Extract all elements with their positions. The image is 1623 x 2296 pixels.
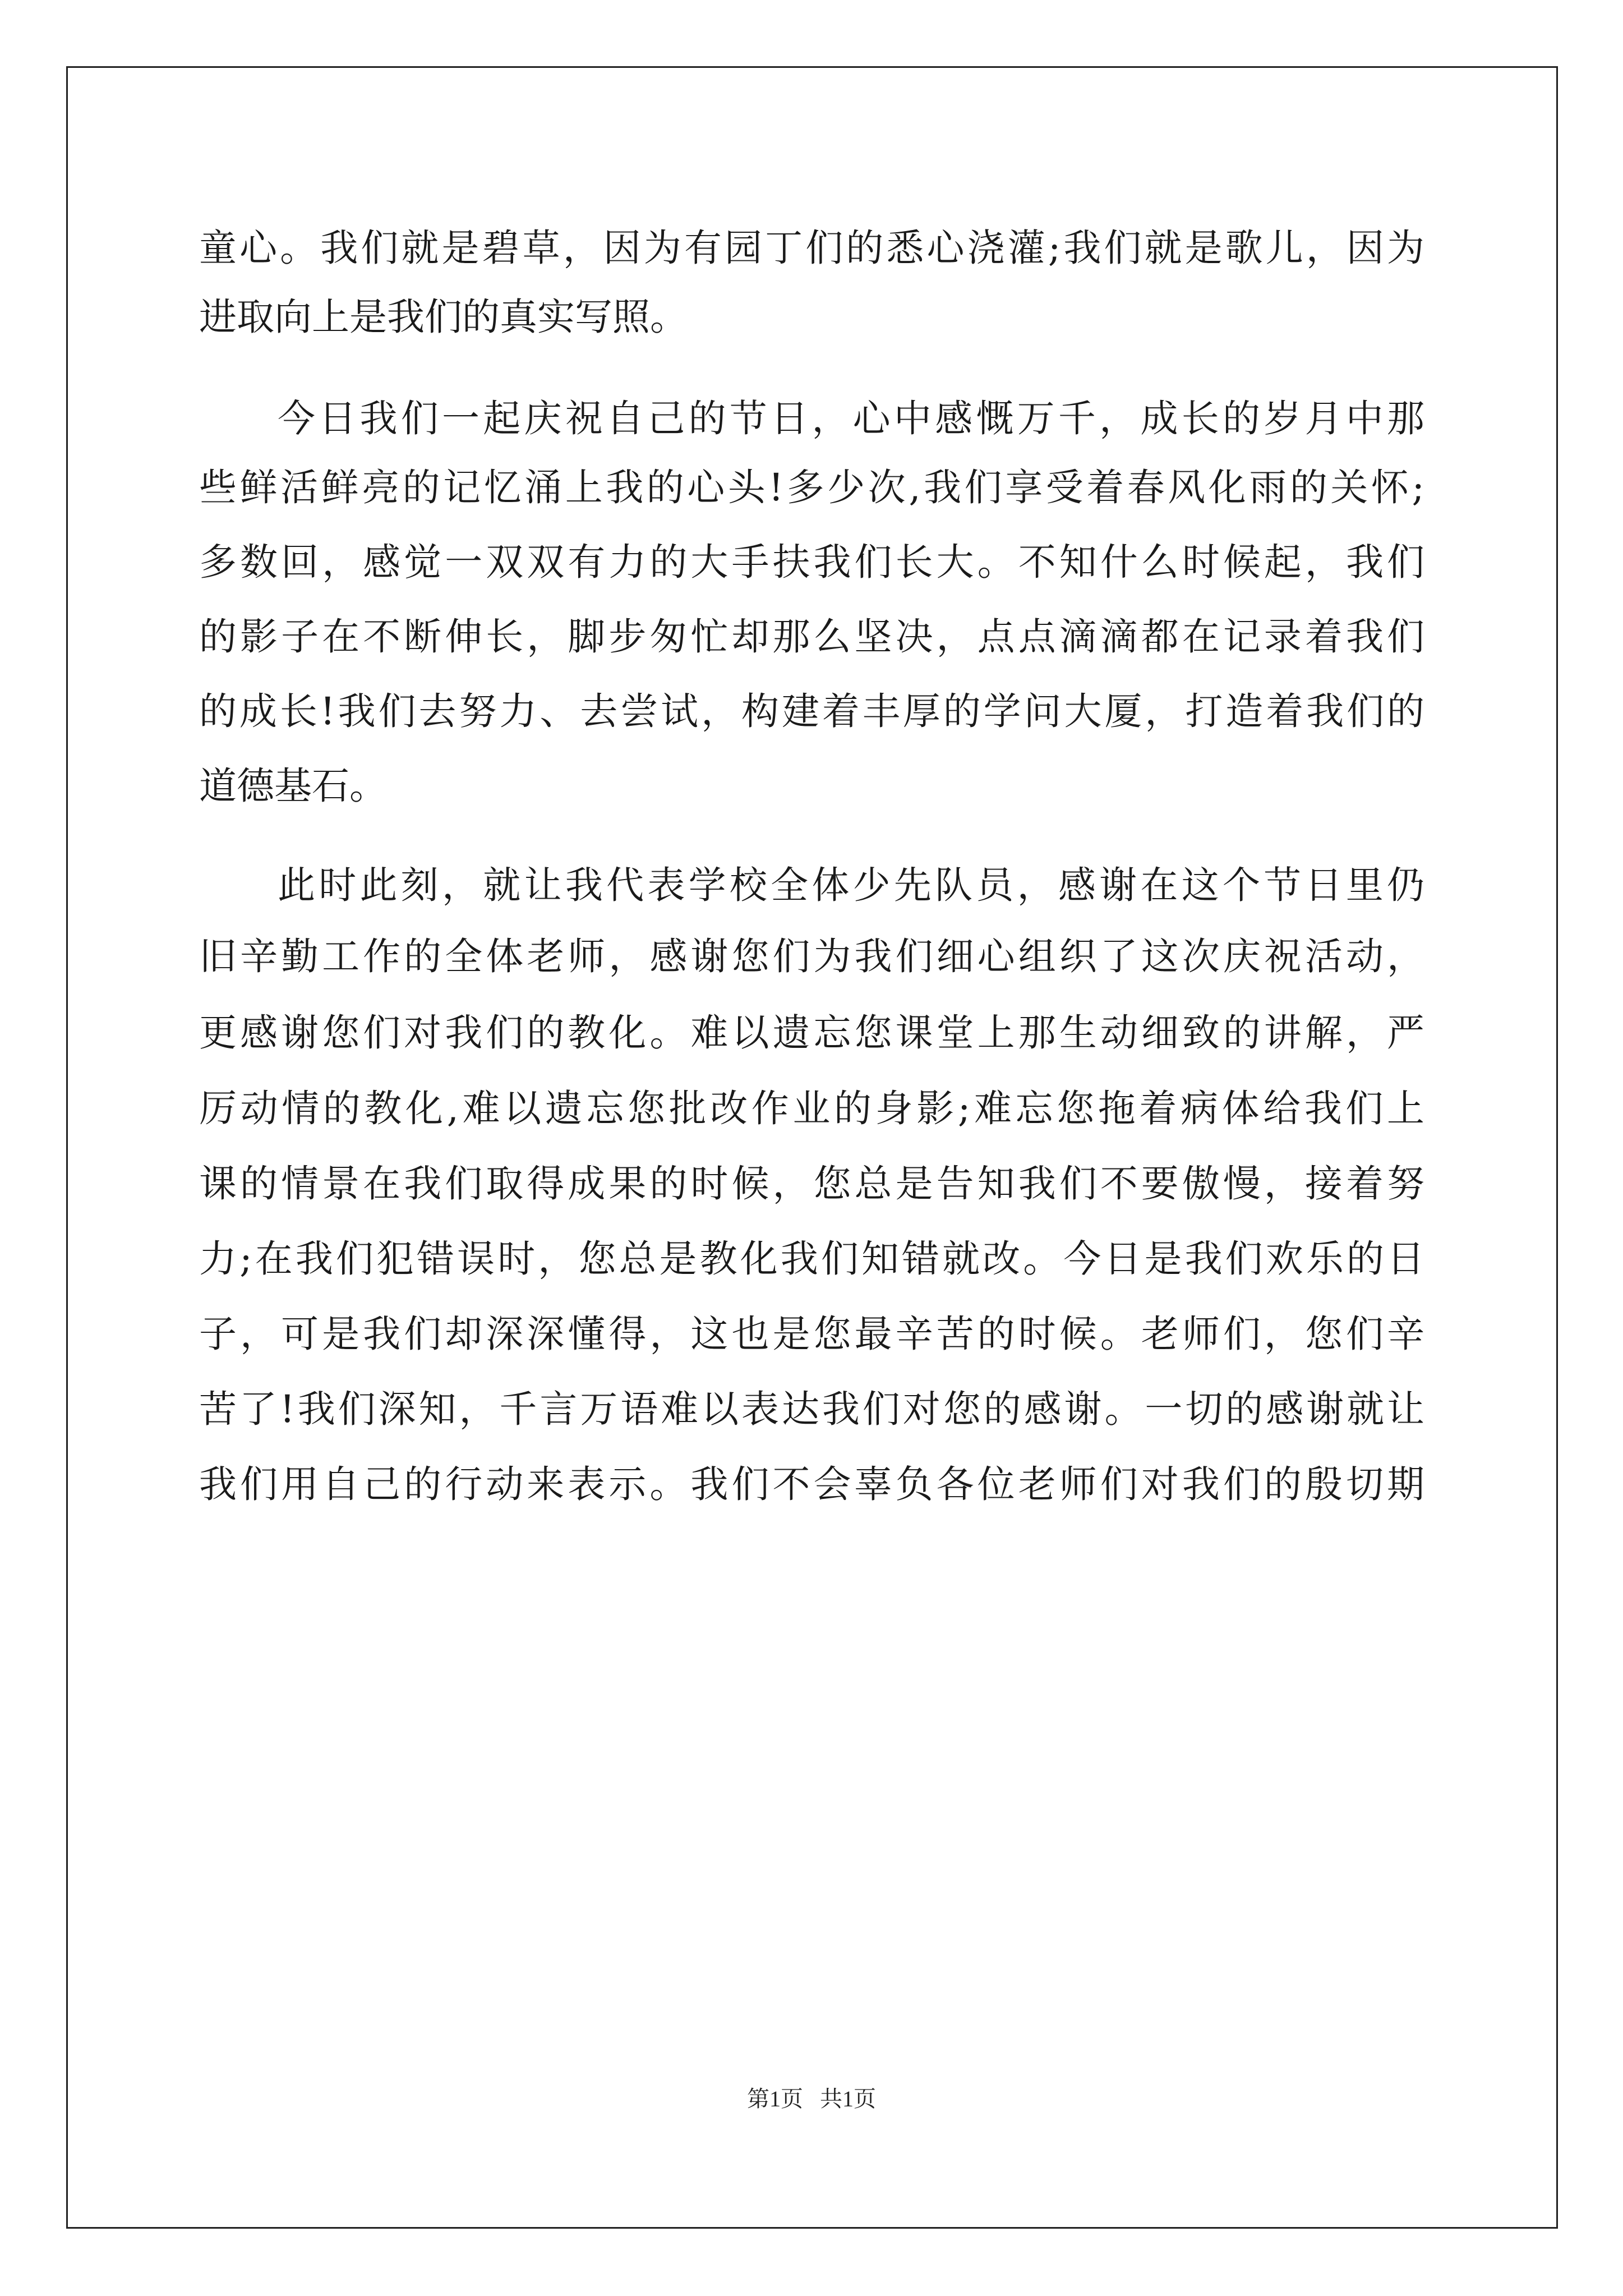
text-line: 多数回，感觉一双双有力的大手扶我们长大。不知什么时候起，我们	[199, 540, 1424, 584]
text-line: 课的情景在我们取得成果的时候，您总是告知我们不要傲慢，接着努	[199, 1162, 1424, 1205]
total-pages: 共1页	[820, 2086, 876, 2111]
text-line: 此时此刻，就让我代表学校全体少先队员，感谢在这个节日里仍	[278, 863, 1424, 907]
page-number: 第1页	[747, 2086, 803, 2111]
text-line: 道德基石。	[199, 764, 387, 808]
text-line: 子，可是我们却深深懂得，这也是您最辛苦的时候。老师们，您们辛	[199, 1312, 1424, 1356]
text-line: 更感谢您们对我们的教化。难以遗忘您课堂上那生动细致的讲解，严	[199, 1011, 1424, 1055]
text-line: 进取向上是我们的真实写照。	[199, 295, 688, 339]
page-footer	[0, 2082, 1623, 2116]
text-line: 些鲜活鲜亮的记忆涌上我的心头!多少次,我们享受着春风化雨的关怀;	[199, 466, 1424, 509]
text-line: 的成长!我们去努力、去尝试，构建着丰厚的学问大厦，打造着我们的	[199, 689, 1424, 733]
text-line: 童心。我们就是碧草，因为有园丁们的悉心浇灌;我们就是歌儿，因为	[199, 226, 1424, 270]
text-line: 旧辛勤工作的全体老师，感谢您们为我们细心组织了这次庆祝活动，	[199, 935, 1424, 978]
text-line: 苦了!我们深知，千言万语难以表达我们对您的感谢。一切的感谢就让	[199, 1387, 1424, 1431]
text-line: 的影子在不断伸长，脚步匆忙却那么坚决，点点滴滴都在记录着我们	[199, 615, 1424, 659]
text-line: 力;在我们犯错误时，您总是教化我们知错就改。今日是我们欢乐的日	[199, 1237, 1424, 1281]
text-line: 我们用自己的行动来表示。我们不会辜负各位老师们对我们的殷切期	[199, 1462, 1424, 1506]
text-line: 厉动情的教化,难以遗忘您批改作业的身影;难忘您拖着病体给我们上	[199, 1087, 1424, 1130]
text-line: 今日我们一起庆祝自己的节日，心中感慨万千，成长的岁月中那	[278, 397, 1424, 440]
